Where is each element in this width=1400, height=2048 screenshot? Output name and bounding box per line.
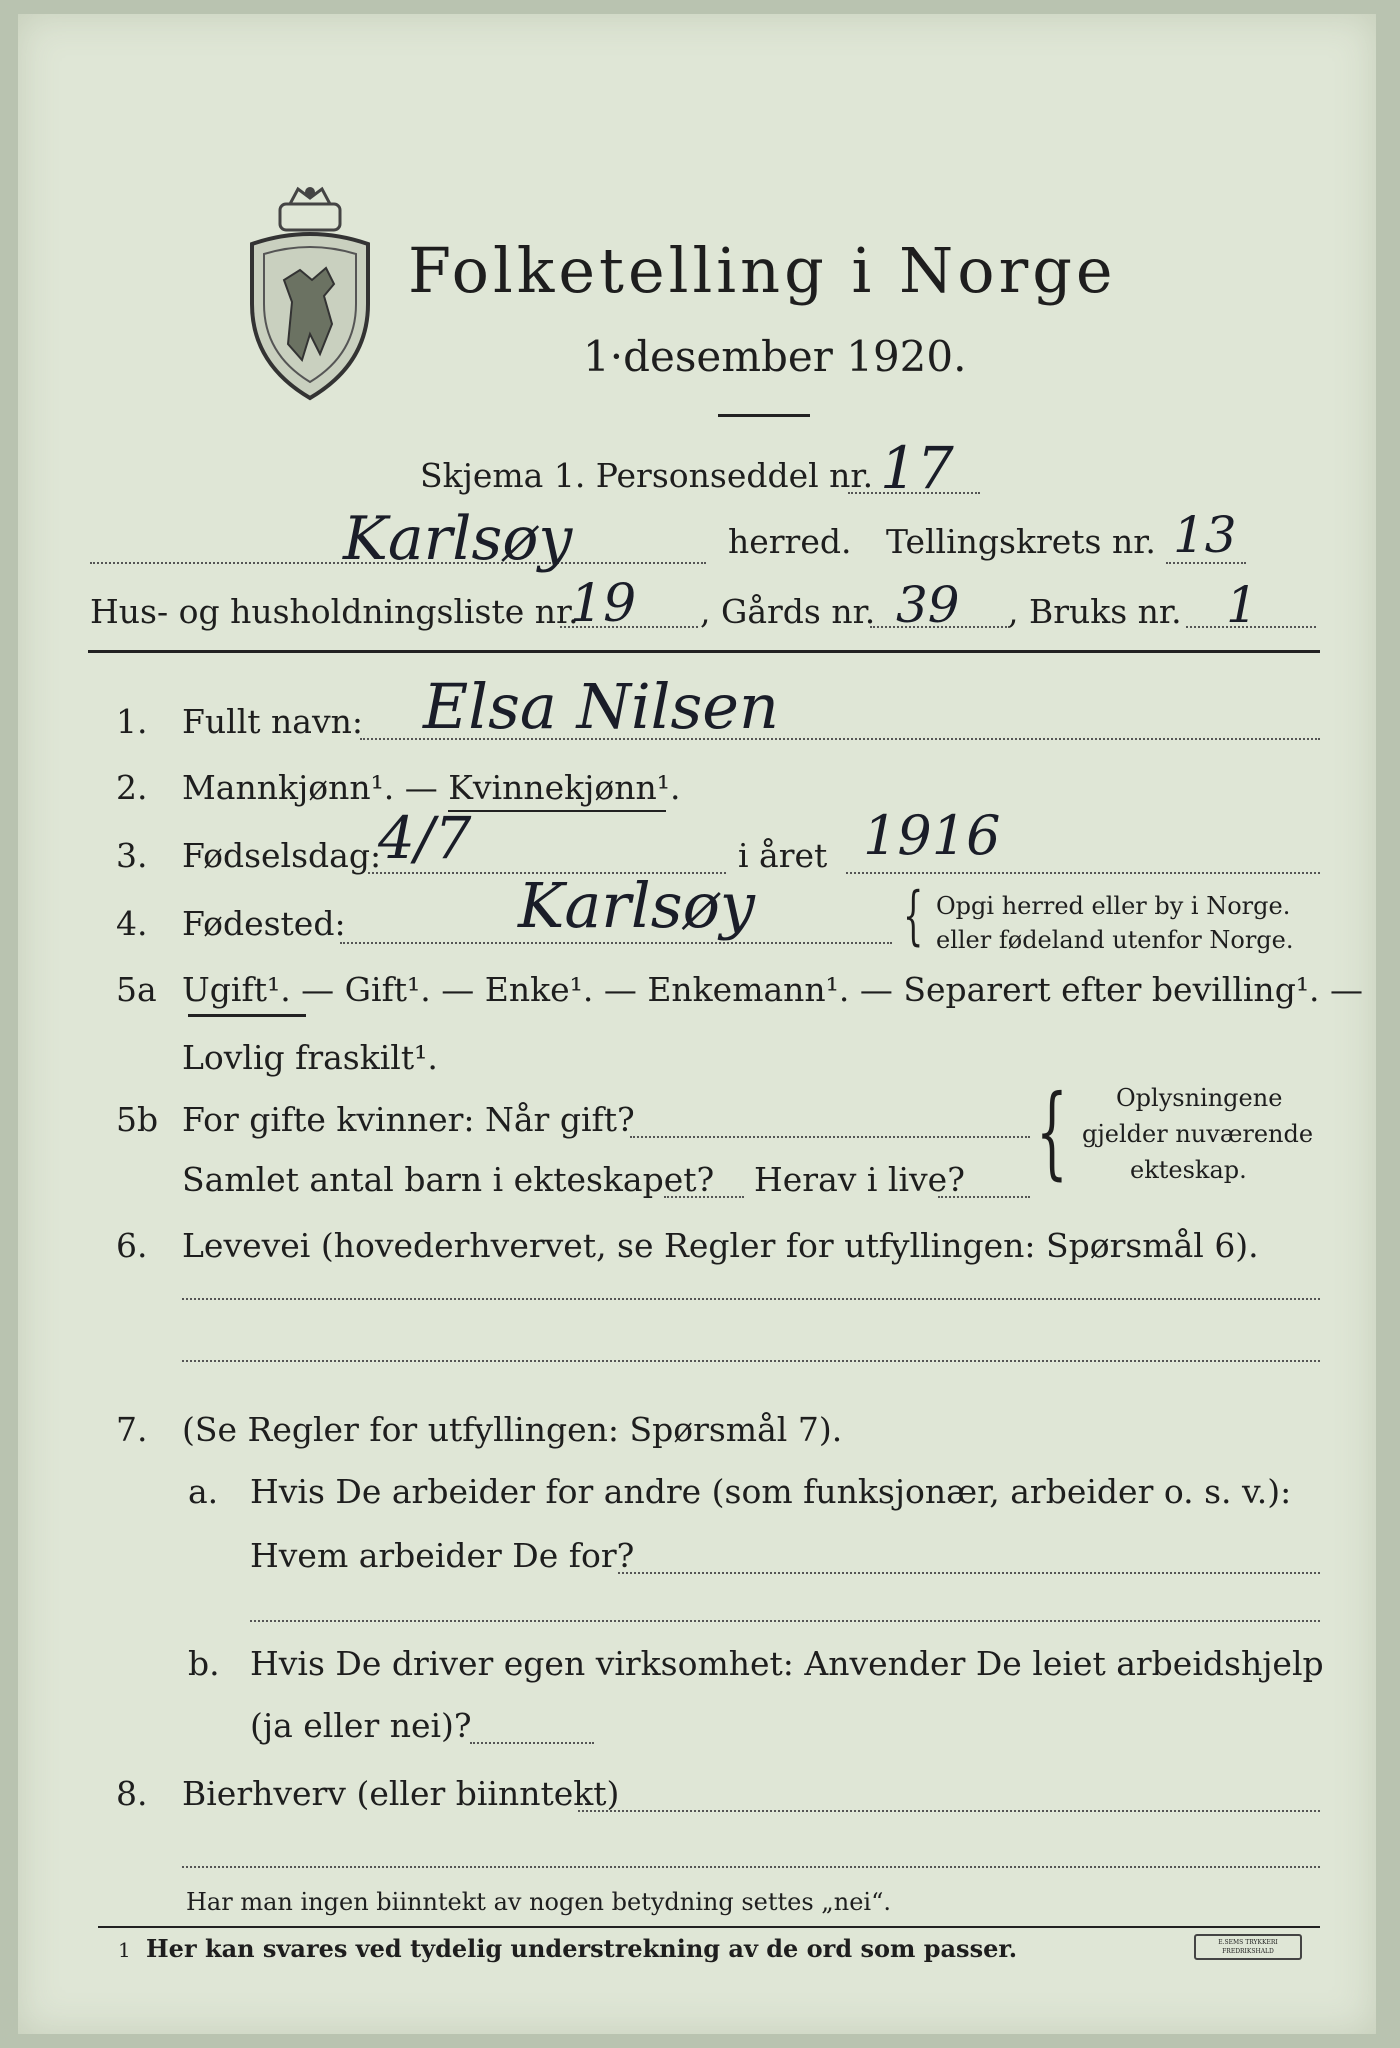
hus-nr-value: 19 (570, 574, 637, 634)
q7b-answer-line (470, 1742, 594, 1744)
bruks-label: , Bruks nr. (1008, 592, 1182, 631)
q7a-number: a. (188, 1472, 219, 1511)
q7b-line1: Hvis De driver egen virksomhet: Anvender De leiet arbeidshjelp (250, 1644, 1324, 1683)
form-title: Folketelling i Norge (408, 234, 1117, 307)
q7a-employer-line (618, 1572, 1320, 1574)
q5a-line2: Lovlig fraskilt¹. (182, 1038, 438, 1077)
q7a-line2: Hvem arbeider De for? (250, 1536, 635, 1575)
q8-line1 (578, 1810, 1320, 1812)
q7a-line1: Hvis De arbeider for andre (som funksjonær, arbeider o. s. v.): (250, 1472, 1292, 1511)
q1-number: 1. (116, 702, 148, 741)
gards-nr-value: 39 (896, 576, 960, 634)
q5b-note-line1: Oplysningene (1116, 1084, 1283, 1112)
q4-note-brace: { (903, 879, 924, 953)
birthplace-value: Karlsøy (518, 869, 755, 942)
q5b-alive-line (938, 1196, 1030, 1198)
q5b-note-line3: ekteskap. (1130, 1156, 1247, 1184)
kvinnekjonn-underline (448, 810, 666, 812)
q5a-line1: Ugift¹. — Gift¹. — Enke¹. — Enkemann¹. — Separert efter bevilling¹. — (182, 970, 1364, 1009)
q4-line (340, 942, 892, 944)
q7a-extra-line (250, 1620, 1320, 1622)
birth-day-value: 4/7 (378, 804, 472, 872)
printer-stamp (1194, 1934, 1302, 1960)
footer-note: Har man ingen biinntekt av nogen betydning settes „nei“. (186, 1888, 891, 1916)
census-date: 1·desember 1920. (583, 332, 967, 381)
tellingskrets-label: Tellingskrets nr. (886, 522, 1156, 561)
q7-number: 7. (116, 1410, 148, 1449)
herred-label: herred. (728, 522, 852, 561)
q2-number: 2. (116, 768, 148, 807)
tellingskrets-nr-value: 13 (1173, 506, 1237, 564)
q4-label: Fødested: (182, 904, 346, 943)
q3-year-line (846, 872, 1320, 874)
q6-number: 6. (116, 1226, 148, 1265)
personseddel-nr-value: 17 (880, 434, 954, 502)
q5b-note-line2: gjelder nuværende (1082, 1120, 1314, 1148)
coat-of-arms-icon (240, 184, 380, 404)
q7b-line2: (ja eller nei)? (250, 1706, 472, 1745)
herred-value: Karlsøy (343, 504, 573, 574)
q3-label: Fødselsdag: (182, 836, 382, 875)
q8-label: Bierhverv (eller biinntekt) (182, 1774, 620, 1813)
q5b-married-line (630, 1136, 1030, 1138)
title-divider (718, 414, 810, 417)
gards-label: , Gårds nr. (700, 592, 876, 631)
q8-line2 (182, 1866, 1320, 1868)
hus-label: Hus- og husholdningsliste nr. (90, 592, 579, 631)
ugift-underline (188, 1014, 306, 1017)
q7-label: (Se Regler for utfyllingen: Spørsmål 7). (182, 1410, 843, 1449)
footer-divider (98, 1926, 1320, 1928)
footnote-mark: 1 (118, 1938, 131, 1962)
q8-number: 8. (116, 1774, 148, 1813)
q5a-number: 5a (116, 970, 157, 1009)
q5b-line1: For gifte kvinner: Når gift? (182, 1100, 635, 1139)
q6-line1 (182, 1298, 1320, 1300)
q6-label: Levevei (hovederhvervet, se Regler for utfyllingen: Spørsmål 6). (182, 1226, 1259, 1265)
q2-label: Mannkjønn¹. — Kvinnekjønn¹. (182, 768, 681, 807)
q5b-alive-label: Herav i live? (754, 1160, 965, 1199)
q4-note-line2: eller fødeland utenfor Norge. (936, 926, 1294, 954)
printer-stamp-text: E.SEMS TRYKKERI FREDRIKSHALD (1218, 1939, 1278, 1955)
q6-line2 (182, 1360, 1320, 1362)
q5b-children-label: Samlet antal barn i ekteskapet? (182, 1160, 715, 1199)
bruks-nr-value: 1 (1226, 576, 1258, 634)
schema-label: Skjema 1. Personseddel nr. (420, 456, 874, 495)
q4-number: 4. (116, 904, 148, 943)
q5b-children-line (664, 1196, 744, 1198)
full-name-value: Elsa Nilsen (423, 670, 779, 743)
q5b-note-brace: { (1036, 1073, 1068, 1190)
q1-label: Fullt navn: (182, 702, 363, 741)
q7b-number: b. (188, 1644, 220, 1683)
q5b-number: 5b (116, 1100, 159, 1139)
q3-year-label: i året (738, 836, 828, 875)
q4-note-line1: Opgi herred eller by i Norge. (936, 892, 1291, 920)
footnote-text: Her kan svares ved tydelig understrekning av de ord som passer. (146, 1934, 1018, 1963)
census-form-page (18, 14, 1376, 2034)
header-divider (88, 650, 1320, 653)
q3-number: 3. (116, 836, 148, 875)
birth-year-value: 1916 (863, 804, 1001, 867)
